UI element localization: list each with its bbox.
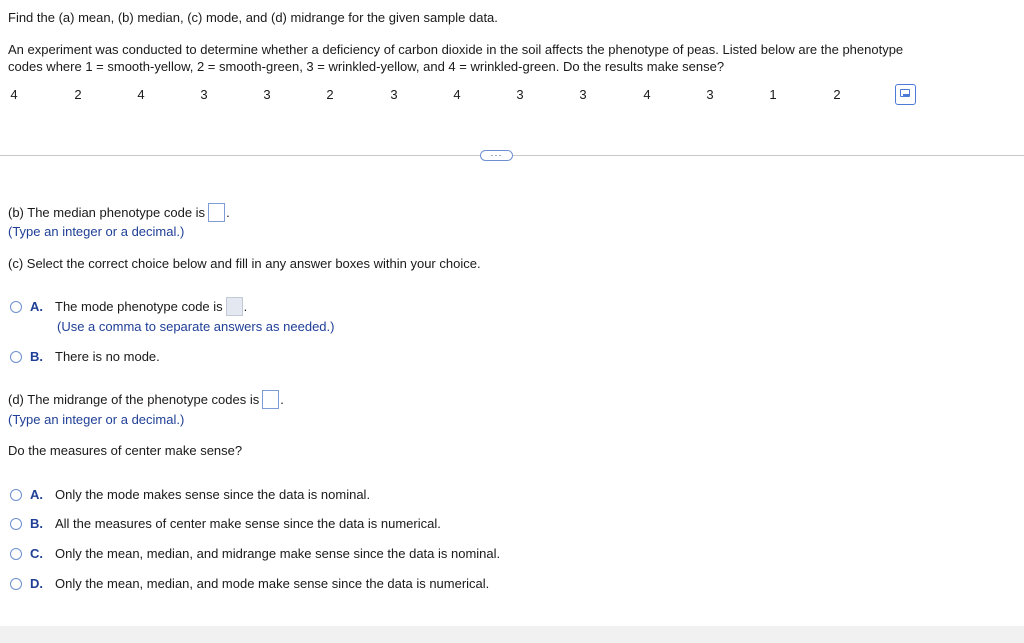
part-b-suffix: .: [226, 205, 230, 220]
choice-letter: B.: [30, 516, 43, 531]
radio-button-icon[interactable]: [10, 489, 22, 501]
footer-bar: [0, 626, 1024, 643]
no-mode-option-text: There is no mode.: [55, 349, 160, 364]
data-value: 3: [390, 87, 398, 102]
data-value: 4: [643, 87, 651, 102]
part-b-question: [8, 203, 230, 222]
instruction-text: Find the (a) mean, (b) median, (c) mode, and (d) midrange for the given sample data.: [8, 10, 498, 25]
sense-option-text: Only the mean, median, and midrange make sense since the data is nominal.: [55, 546, 501, 561]
radio-button-icon[interactable]: [10, 578, 22, 590]
data-value: 4: [453, 87, 461, 102]
part-d-prompt: (d) The midrange of the phenotype codes is: [8, 392, 260, 407]
data-values-row: [0, 87, 900, 103]
radio-button-icon[interactable]: [10, 301, 22, 313]
part-d-suffix: .: [280, 392, 284, 407]
mode-choice-b[interactable]: [10, 349, 160, 364]
part-b-prompt: (b) The median phenotype code is: [8, 205, 206, 220]
choice-letter: A.: [30, 299, 43, 314]
midrange-answer-input[interactable]: [262, 390, 279, 409]
choice-letter: D.: [30, 576, 43, 591]
data-value: 2: [326, 87, 334, 102]
choice-letter: C.: [30, 546, 43, 561]
data-value: 4: [10, 87, 18, 102]
choice-letter: A.: [30, 487, 43, 502]
mode-answer-input[interactable]: [226, 297, 243, 316]
mode-option-text: The mode phenotype code is: [55, 299, 223, 314]
sense-choice-d[interactable]: [10, 576, 489, 591]
sense-choice-c[interactable]: [10, 546, 500, 561]
data-value: 4: [137, 87, 145, 102]
mode-option-hint: (Use a comma to separate answers as needed.): [57, 319, 335, 334]
problem-line-2: codes where 1 = smooth-yellow, 2 = smooth-green, 3 = wrinkled-yellow, and 4 = wrinkled-green. Do the results make sense?: [8, 59, 725, 74]
sense-option-text: Only the mean, median, and mode make sense since the data is numerical.: [55, 576, 490, 591]
data-value: 1: [769, 87, 777, 102]
part-d-question: [8, 390, 284, 409]
data-value: 3: [263, 87, 271, 102]
copy-data-icon[interactable]: [895, 84, 916, 105]
part-b-hint: (Type an integer or a decimal.): [8, 224, 185, 239]
sense-choice-b[interactable]: [10, 516, 441, 531]
data-value: 2: [833, 87, 841, 102]
mode-choice-a[interactable]: [10, 297, 247, 316]
data-value: 3: [579, 87, 587, 102]
part-c-prompt: (c) Select the correct choice below and fill in any answer boxes within your choice.: [8, 256, 481, 271]
problem-line-1: An experiment was conducted to determine whether a deficiency of carbon dioxide in the soil affects the phenotype of peas. Listed below are the phenotype: [8, 42, 904, 57]
mode-option-suffix: .: [243, 299, 248, 314]
radio-button-icon[interactable]: [10, 548, 22, 560]
sense-option-text: All the measures of center make sense since the data is numerical.: [55, 516, 441, 531]
data-value: 3: [516, 87, 524, 102]
median-answer-input[interactable]: [208, 203, 225, 222]
data-value: 2: [74, 87, 82, 102]
part-d-hint: (Type an integer or a decimal.): [8, 412, 185, 427]
data-value: 3: [706, 87, 714, 102]
more-ellipsis-icon[interactable]: ···: [480, 150, 513, 161]
sense-option-text: Only the mode makes sense since the data is nominal.: [55, 487, 371, 502]
sense-question-prompt: Do the measures of center make sense?: [8, 443, 243, 458]
data-value: 3: [200, 87, 208, 102]
sense-choice-a[interactable]: [10, 487, 370, 502]
radio-button-icon[interactable]: [10, 518, 22, 530]
choice-letter: B.: [30, 349, 43, 364]
radio-button-icon[interactable]: [10, 351, 22, 363]
